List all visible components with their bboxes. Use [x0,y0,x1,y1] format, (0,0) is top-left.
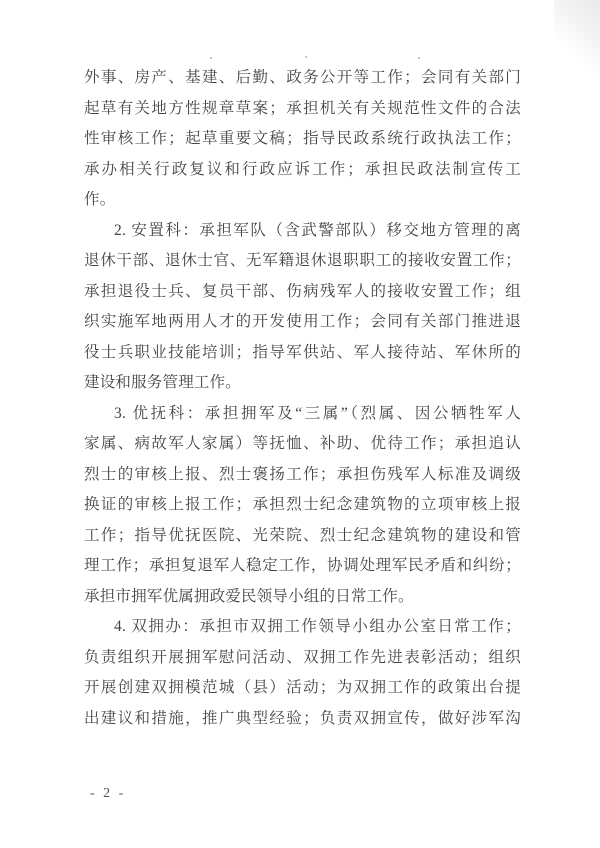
document-line: 织实施军地两用人才的开发使用工作；会同有关部门推进退 [84,313,521,330]
document-line: 工作；指导优抚医院、光荣院、烈士纪念建筑物的建设和管 [84,526,521,544]
scan-speck [210,57,212,59]
document-line: 起草有关地方性规章草案；承担机关有关规范性文件的合法 [84,99,521,117]
document-line: 开展创建双拥模范城（县）活动；为双拥工作的政策出台提 [84,679,521,696]
document-line: 负责组织开展拥军慰问活动、双拥工作先进表彰活动；组织 [84,648,521,666]
document-line: 家属、病故军人家属）等抚恤、补助、优待工作；承担追认 [84,435,521,452]
document-line: 理工作；承担复退军人稳定工作，协调处理军民矛盾和纠纷； [84,557,521,574]
document-body [84,63,521,734]
document-line: 换证的审核上报工作；承担烈士纪念建筑物的立项审核上报 [84,496,521,513]
paragraph-shuangyong-office-section [84,612,521,734]
document-line: 役士兵职业技能培训；指导军供站、军人接待站、军休所的 [84,343,521,361]
document-line: 建设和服务管理工作。 [84,374,242,391]
paragraph-preferential-care-section [84,399,521,613]
document-line: 作。 [84,191,116,208]
document-line: 性审核工作；起草重要文稿；指导民政系统行政执法工作； [84,130,521,147]
document-line: 承担退役士兵、复员干部、伤病残军人的接收安置工作；组 [84,282,521,300]
document-line: 4. 双拥办：承担市双拥工作领导小组办公室日常工作； [114,618,521,635]
scan-edge-shadow [554,0,600,110]
document-line: 承担市拥军优属拥政爱民领导小组的日常工作。 [84,587,414,605]
document-line: 烈士的审核上报、烈士褒扬工作；承担伤残军人标准及调级 [84,465,521,483]
document-line: 外事、房产、基建、后勤、政务公开等工作；会同有关部门 [84,69,521,86]
document-line: 退休干部、退休士官、无军籍退休退职职工的接收安置工作； [84,252,521,269]
scan-speck [418,57,420,59]
document-line: 2. 安置科：承担军队（含武警部队）移交地方管理的离 [114,221,521,239]
paragraph-placement-section [84,216,521,399]
document-line: 出建议和措施，推广典型经验；负责双拥宣传，做好涉军沟 [84,709,521,727]
paragraph-office-duties-continuation [84,63,521,216]
page-number: - 2 - [90,786,126,801]
document-line: 3. 优抚科：承担拥军及“三属”（烈属、因公牺牲军人 [114,404,521,422]
scan-speck [305,56,307,58]
document-line: 承办相关行政复议和行政应诉工作；承担民政法制宣传工 [84,160,521,178]
